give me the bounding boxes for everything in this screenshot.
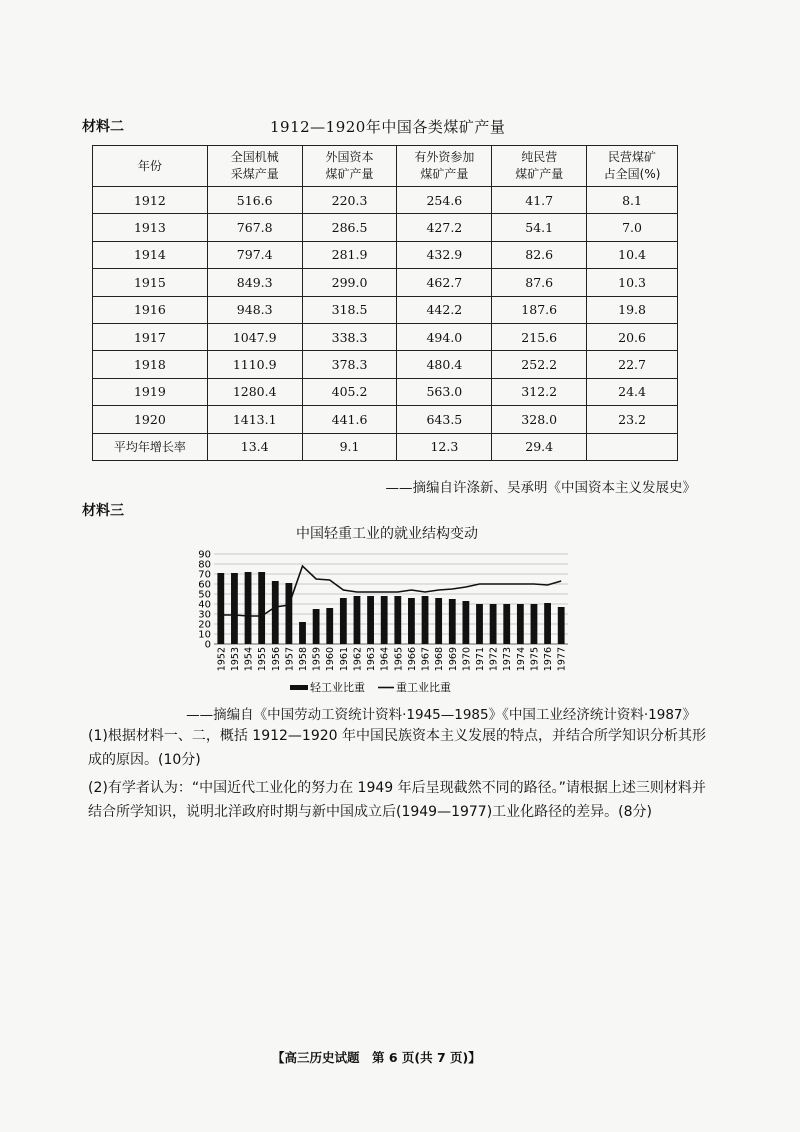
material-two-source: ——摘编自许涤新、吴承明《中国资本主义发展史》 (385, 480, 696, 496)
header-year: 年份 (93, 146, 208, 187)
row-label: 1915 (93, 269, 208, 296)
table-cell: 7.0 (587, 214, 678, 241)
row-label: 平均年增长率 (93, 433, 208, 460)
bar-1973 (503, 604, 510, 644)
table-row (93, 187, 678, 214)
table-cell: 378.3 (302, 351, 397, 378)
legend-heavy-industry: 重工业比重 (396, 681, 451, 694)
table-title: 1912—1920年中国各类煤矿产量 (270, 118, 506, 136)
legend-light-industry: 轻工业比重 (310, 681, 365, 694)
table-cell: 41.7 (492, 187, 587, 214)
bar-1967 (422, 596, 429, 644)
bar-1956 (272, 581, 279, 644)
x-tick-label: 1960 (325, 647, 337, 672)
table-cell: 8.1 (587, 187, 678, 214)
table-cell: 948.3 (207, 296, 302, 323)
x-tick-label: 1956 (270, 647, 282, 672)
x-tick-label: 1965 (393, 647, 405, 672)
chart-y-axis (198, 550, 211, 651)
header-national-output: 全国机械 采煤产量 (207, 146, 302, 187)
table-row (93, 351, 678, 378)
table-cell: 563.0 (397, 378, 492, 405)
row-label: 1918 (93, 351, 208, 378)
table-cell: 849.3 (207, 269, 302, 296)
x-tick-label: 1970 (461, 647, 473, 672)
question-1-text: 根据材料一、二，概括 1912—1920 年中国民族资本主义发展的特点，并结合所学知识分析其形成的原因。(10分) (88, 728, 706, 768)
table-row (93, 406, 678, 433)
x-tick-label: 1955 (257, 647, 269, 672)
row-label: 1920 (93, 406, 208, 433)
question-2 (88, 776, 708, 824)
table-cell: 23.2 (587, 406, 678, 433)
x-tick-label: 1975 (529, 647, 541, 672)
table-cell: 328.0 (492, 406, 587, 433)
table-cell (587, 433, 678, 460)
legend-bar-swatch (290, 685, 308, 690)
table-cell: 22.7 (587, 351, 678, 378)
table-row (93, 241, 678, 268)
table-cell: 54.1 (492, 214, 587, 241)
x-tick-label: 1953 (229, 647, 241, 672)
table-row (93, 296, 678, 323)
x-tick-label: 1968 (434, 647, 446, 672)
table-cell: 797.4 (207, 241, 302, 268)
material-three-label: 材料三 (82, 503, 124, 519)
table-row (93, 433, 678, 460)
table-cell: 10.4 (587, 241, 678, 268)
chart-grid (214, 554, 568, 644)
table-cell: 281.9 (302, 241, 397, 268)
table-cell: 286.5 (302, 214, 397, 241)
table-cell: 405.2 (302, 378, 397, 405)
bar-1965 (394, 596, 401, 644)
table-row (93, 323, 678, 350)
table-cell: 318.5 (302, 296, 397, 323)
table-cell: 312.2 (492, 378, 587, 405)
y-tick-label: 90 (198, 549, 211, 561)
bar-1955 (258, 572, 265, 644)
bar-1970 (462, 601, 469, 644)
bar-1976 (544, 603, 551, 644)
table-cell: 643.5 (397, 406, 492, 433)
x-tick-label: 1963 (366, 647, 378, 672)
bar-1977 (558, 607, 565, 644)
table-cell: 442.2 (397, 296, 492, 323)
x-tick-label: 1966 (406, 647, 418, 672)
x-tick-label: 1962 (352, 647, 364, 672)
y-tick-label: 10 (198, 629, 211, 641)
header-foreign-participation-output: 有外资参加 煤矿产量 (397, 146, 492, 187)
employment-structure-chart (192, 546, 612, 704)
table-cell: 215.6 (492, 323, 587, 350)
table-row (93, 269, 678, 296)
question-2-number: (2) (88, 780, 108, 796)
table-cell: 24.4 (587, 378, 678, 405)
x-tick-label: 1977 (556, 647, 568, 672)
x-tick-label: 1961 (338, 647, 350, 672)
table-cell: 338.3 (302, 323, 397, 350)
table-cell: 427.2 (397, 214, 492, 241)
y-tick-label: 60 (198, 579, 211, 591)
coal-output-table (92, 145, 678, 461)
table-cell: 9.1 (302, 433, 397, 460)
x-tick-label: 1952 (216, 647, 228, 672)
y-tick-label: 20 (198, 619, 211, 631)
table-cell: 516.6 (207, 187, 302, 214)
table-cell: 87.6 (492, 269, 587, 296)
bar-1964 (381, 596, 388, 644)
bar-1959 (313, 609, 320, 644)
table-cell: 13.4 (207, 433, 302, 460)
material-three-source: ——摘编自《中国劳动工资统计资料·1945—1985》《中国工业经济统计资料·1987》 (186, 707, 696, 723)
page-footer: 【高三历史试题 第 6 页(共 7 页)】 (272, 1050, 481, 1065)
x-tick-label: 1969 (447, 647, 459, 672)
bar-1957 (285, 583, 292, 644)
table-cell: 29.4 (492, 433, 587, 460)
bar-1952 (217, 573, 224, 644)
row-label: 1917 (93, 323, 208, 350)
y-tick-label: 70 (198, 569, 211, 581)
table-cell: 1280.4 (207, 378, 302, 405)
bar-1954 (245, 572, 252, 644)
table-cell: 20.6 (587, 323, 678, 350)
bar-1974 (517, 604, 524, 644)
bar-1958 (299, 622, 306, 644)
table-cell: 480.4 (397, 351, 492, 378)
table-cell: 254.6 (397, 187, 492, 214)
row-label: 1912 (93, 187, 208, 214)
x-tick-label: 1954 (243, 647, 255, 672)
table-cell: 767.8 (207, 214, 302, 241)
question-2-text: 有学者认为：“中国近代工业化的努力在 1949 年后呈现截然不同的路径。”请根据上述三则材料并结合所学知识，说明北洋政府时期与新中国成立后(1949—1977)工业化路径的差异。(8分) (88, 780, 706, 820)
bar-1962 (354, 596, 361, 644)
table-cell: 19.8 (587, 296, 678, 323)
table-cell: 220.3 (302, 187, 397, 214)
y-tick-label: 40 (198, 599, 211, 611)
row-label: 1913 (93, 214, 208, 241)
chart-x-axis-labels (216, 647, 567, 671)
y-tick-label: 0 (204, 639, 211, 651)
table-cell: 432.9 (397, 241, 492, 268)
row-label: 1916 (93, 296, 208, 323)
bar-1969 (449, 599, 456, 644)
table-cell: 1413.1 (207, 406, 302, 433)
table-header-row (93, 146, 678, 187)
table-cell: 187.6 (492, 296, 587, 323)
bar-1966 (408, 598, 415, 644)
chart-title: 中国轻重工业的就业结构变动 (296, 526, 478, 542)
table-cell: 299.0 (302, 269, 397, 296)
chart-legend (290, 680, 451, 694)
y-tick-label: 30 (198, 609, 211, 621)
table-cell: 494.0 (397, 323, 492, 350)
table-cell: 441.6 (302, 406, 397, 433)
table-cell: 82.6 (492, 241, 587, 268)
row-label: 1919 (93, 378, 208, 405)
table-cell: 12.3 (397, 433, 492, 460)
x-tick-label: 1959 (311, 647, 323, 672)
bar-1960 (326, 608, 333, 644)
table-row (93, 214, 678, 241)
y-tick-label: 80 (198, 559, 211, 571)
table-cell: 1047.9 (207, 323, 302, 350)
bar-1953 (231, 573, 238, 644)
header-private-share: 民营煤矿 占全国(%) (587, 146, 678, 187)
x-tick-label: 1973 (502, 647, 514, 672)
x-tick-label: 1974 (515, 647, 527, 672)
material-two-label: 材料二 (82, 119, 124, 135)
header-foreign-output: 外国资本 煤矿产量 (302, 146, 397, 187)
bar-1972 (490, 604, 497, 644)
x-tick-label: 1964 (379, 647, 391, 672)
x-tick-label: 1976 (543, 647, 555, 672)
bar-1971 (476, 604, 483, 644)
question-1-number: (1) (88, 728, 108, 744)
x-tick-label: 1958 (298, 647, 309, 672)
question-1 (88, 724, 708, 772)
bar-1968 (435, 598, 442, 644)
table-cell: 252.2 (492, 351, 587, 378)
light-industry-bars (217, 572, 564, 644)
header-private-output: 纯民营 煤矿产量 (492, 146, 587, 187)
bar-1961 (340, 598, 347, 644)
table-cell: 462.7 (397, 269, 492, 296)
table-cell: 10.3 (587, 269, 678, 296)
y-tick-label: 50 (198, 589, 211, 601)
x-tick-label: 1957 (284, 647, 296, 672)
bar-1975 (531, 604, 538, 644)
x-tick-label: 1972 (488, 647, 500, 672)
row-label: 1914 (93, 241, 208, 268)
x-tick-label: 1967 (420, 647, 432, 672)
table-cell: 1110.9 (207, 351, 302, 378)
table-row (93, 378, 678, 405)
x-tick-label: 1971 (475, 647, 486, 672)
bar-1963 (367, 596, 374, 644)
